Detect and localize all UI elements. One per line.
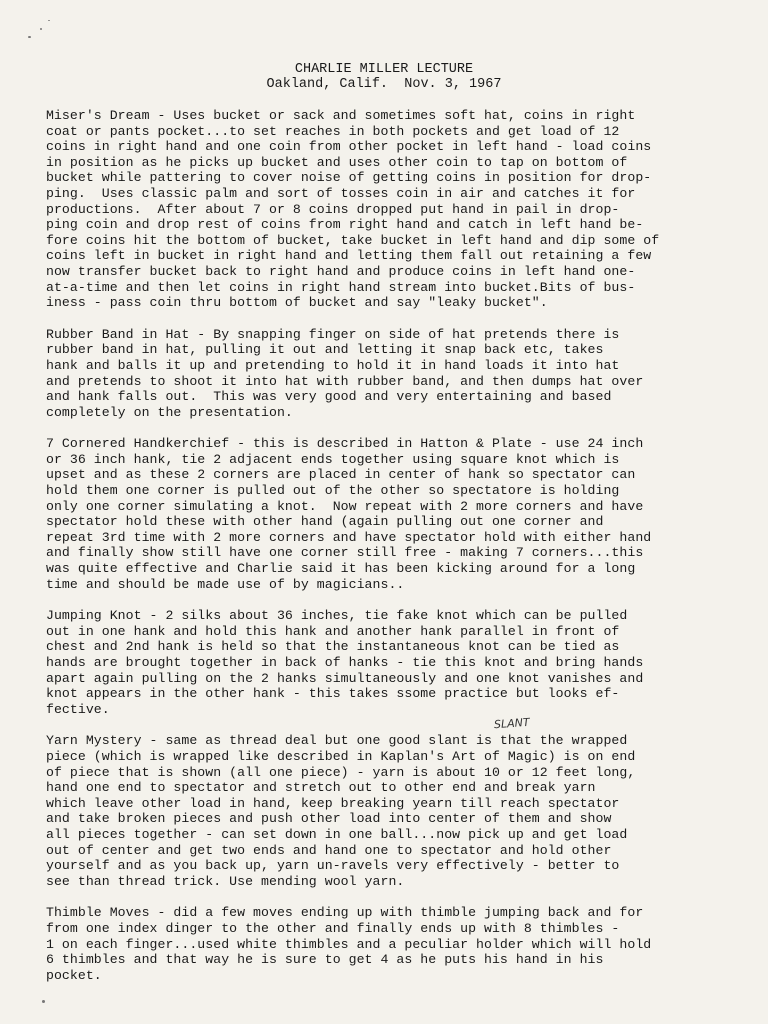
handwritten-annotation: SLANT — [493, 715, 531, 732]
text-line: iness - pass coin thru bottom of bucket and say "leaky bucket". — [46, 295, 548, 311]
text-line: fore coins hit the bottom of bucket, take bucket in left hand and dip some of — [46, 232, 660, 248]
text-line: at-a-time and then let coins in right hand stream into bucket.Bits of bus- — [46, 279, 636, 295]
text-line: hands are brought together in back of hanks - tie this knot and bring hands — [46, 655, 644, 670]
text-line: and hank falls out. This was very good and very entertaining and based — [46, 389, 612, 405]
text-line: spectator hold these with other hand (again pulling out one corner and — [46, 514, 604, 530]
text-line: from one index dinger to the other and finally ends up with 8 thimbles - — [46, 920, 620, 936]
text-line: which leave other load in hand, keep breaking yearn till reach spectator — [46, 795, 620, 811]
text-line: of piece that is shown (all one piece) - yarn is about 10 or 12 feet long, — [46, 764, 636, 780]
text-line: hank and balls it up and pretending to hold it in hand loads it into hat — [46, 357, 620, 373]
text-line: see than thread trick. Use mending wool yarn. — [46, 873, 405, 889]
paragraph — [46, 733, 766, 889]
text-line: apart again pulling on the 2 hanks simultaneously and one knot vanishes and — [46, 670, 644, 686]
lecture-title: CHARLIE MILLER LECTURE — [294, 62, 474, 77]
text-line: in position as he picks up bucket and uses other coin to tap on bottom of — [46, 154, 628, 170]
text-line: productions. After about 7 or 8 coins dropped put hand in pail in drop- — [46, 201, 620, 217]
text-line: ping. Uses classic palm and sort of tosses coin in air and catches it for — [46, 185, 636, 201]
text-line: knot appears in the other hank - this takes ssome practice but looks ef- — [46, 686, 620, 702]
text-line: Thimble Moves - did a few moves ending up with thimble jumping back and for — [46, 905, 644, 921]
text-line: hold them one corner is pulled out of the other so spectatore is holding — [46, 483, 620, 499]
text-line: upset and as these 2 corners are placed in center of hank so spectator can — [46, 467, 636, 483]
paragraph — [46, 436, 766, 592]
text-line: time and should be made use of by magicians.. — [46, 576, 405, 592]
text-line: 6 thimbles and that way he is sure to get 4 as he puts his hand in his — [46, 952, 604, 968]
text-line: out of center and get two ends and hand one to spectator and hold other — [46, 842, 612, 858]
text-line: now transfer bucket back to right hand and produce coins in left hand one- — [46, 263, 636, 279]
text-line: Jumping Knot - 2 silks about 36 inches, tie fake knot which can be pulled — [46, 608, 628, 624]
text-line: completely on the presentation. — [46, 404, 293, 420]
text-line: and take broken pieces and push other load into center of them and show — [46, 811, 612, 827]
paragraph — [46, 327, 766, 421]
paper-speck — [28, 36, 31, 38]
text-line: pocket. — [46, 967, 102, 983]
text-line: ping coin and drop rest of coins from right hand and catch in left hand be- — [46, 217, 644, 233]
text-line: Miser's Dream - Uses bucket or sack and sometimes soft hat, coins in right — [46, 108, 636, 123]
text-line: coins in right hand and one coin from other pocket in left hand - load coins — [46, 139, 652, 155]
paper-speck — [42, 1000, 45, 1003]
paragraph — [46, 608, 766, 717]
text-line: Rubber Band in Hat - By snapping finger on side of hat pretends there is — [46, 326, 620, 342]
text-line: chest and 2nd hank is held so that the instantaneous knot can be tied as — [46, 639, 620, 655]
text-line: 7 Cornered Handkerchief - this is described in Hatton & Plate - use 24 inch — [46, 436, 644, 452]
text-line: fective. — [46, 701, 110, 717]
text-line: was quite effective and Charlie said it has been kicking around for a long — [46, 561, 636, 577]
paper-speck — [40, 28, 42, 30]
text-line: rubber band in hat, pulling it out and letting it snap back etc, takes — [46, 342, 604, 358]
text-line: and finally show still have one corner still free - making 7 corners...this — [46, 545, 644, 561]
text-line: out in one hank and hold this hank and another hank parallel in front of — [46, 623, 620, 639]
text-line: coat or pants pocket...to set reaches in both pockets and get load of 12 — [46, 123, 620, 139]
document-header — [0, 62, 768, 92]
text-line: piece (which is wrapped like described in Kaplan's Art of Magic) is on end — [46, 748, 636, 764]
text-line: Yarn Mystery - same as thread deal but one good slant is that the wrapped — [46, 733, 628, 749]
text-line: bucket while pattering to cover noise of getting coins in position for drop- — [46, 170, 652, 186]
text-line: yourself and as you back up, yarn un-ravels very effectively - better to — [46, 858, 620, 874]
text-line: or 36 inch hank, tie 2 adjacent ends together using square knot which is — [46, 451, 620, 467]
text-line: 1 on each finger...used white thimbles and a peculiar holder which will hold — [46, 936, 652, 952]
paragraph — [46, 905, 766, 983]
text-line: only one corner simulating a knot. Now repeat with 2 more corners and have — [46, 498, 644, 514]
lecture-date: Oakland, Calif. Nov. 3, 1967 — [266, 77, 502, 92]
document-body — [46, 108, 766, 999]
text-line: repeat 3rd time with 2 more corners and have spectator hold with either hand — [46, 529, 652, 545]
paragraph — [46, 108, 766, 311]
text-line: hand one end to spectator and stretch out to other end and break yarn — [46, 780, 596, 796]
paper-speck — [48, 20, 50, 21]
text-line: coins left in bucket in right hand and letting them fall out retaining a few — [46, 248, 652, 264]
text-line: and pretends to shoot it into hat with rubber band, and then dumps hat over — [46, 373, 644, 389]
text-line: all pieces together - can set down in one ball...now pick up and get load — [46, 826, 628, 842]
